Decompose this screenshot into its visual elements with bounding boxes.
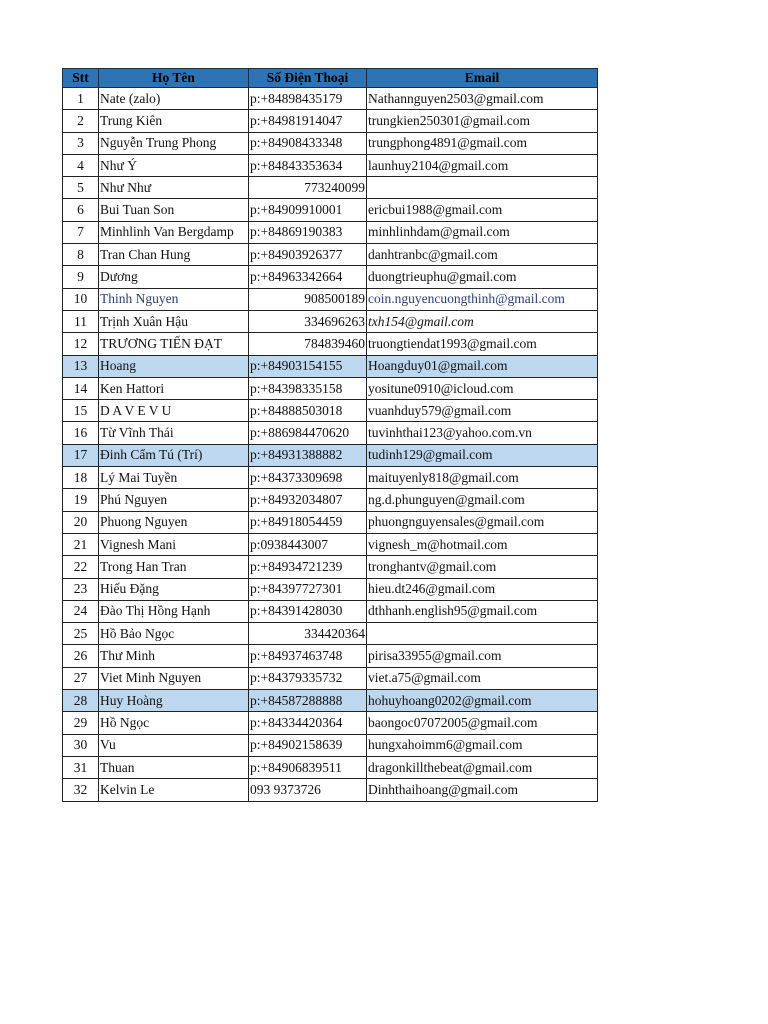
cell-phone[interactable]: p:+84963342664 [249, 266, 367, 288]
cell-name[interactable]: Phú Nguyen [99, 489, 249, 511]
table-row [63, 645, 598, 667]
cell-phone[interactable]: p:+84587288888 [249, 690, 367, 712]
cell-stt[interactable]: 22 [63, 556, 99, 578]
cell-stt[interactable]: 31 [63, 756, 99, 778]
cell-name[interactable]: Từ Vĩnh Thái [99, 422, 249, 444]
cell-phone[interactable]: p:+84932034807 [249, 489, 367, 511]
cell-phone[interactable]: p:+84398335158 [249, 377, 367, 399]
cell-stt[interactable]: 27 [63, 667, 99, 689]
cell-name[interactable]: Ken Hattori [99, 377, 249, 399]
cell-stt[interactable]: 5 [63, 177, 99, 199]
header-stt[interactable]: Stt [63, 69, 99, 88]
cell-phone[interactable]: p:+84898435179 [249, 88, 367, 110]
cell-email[interactable]: dragonkillthebeat@gmail.com [367, 756, 598, 778]
cell-email[interactable]: minhlinhdam@gmail.com [367, 221, 598, 243]
table-row [63, 623, 598, 645]
cell-phone[interactable]: 093 9373726 [249, 779, 367, 801]
cell-phone[interactable]: p:+84334420364 [249, 712, 367, 734]
table-row [63, 667, 598, 689]
cell-name[interactable]: Hồ Ngọc [99, 712, 249, 734]
table-row [63, 489, 598, 511]
cell-phone[interactable]: 334696263 [249, 310, 367, 332]
table-row [63, 690, 598, 712]
cell-email[interactable]: hieu.dt246@gmail.com [367, 578, 598, 600]
cell-email[interactable]: launhuy2104@gmail.com [367, 154, 598, 176]
cell-phone[interactable]: p:+84888503018 [249, 400, 367, 422]
table-row [63, 734, 598, 756]
cell-email[interactable]: trungphong4891@gmail.com [367, 132, 598, 154]
cell-stt[interactable]: 2 [63, 110, 99, 132]
table-row [63, 288, 598, 310]
cell-email[interactable]: duongtrieuphu@gmail.com [367, 266, 598, 288]
cell-phone[interactable]: p:+84931388882 [249, 444, 367, 466]
cell-email[interactable]: hohuyhoang0202@gmail.com [367, 690, 598, 712]
cell-phone[interactable]: p:+84937463748 [249, 645, 367, 667]
contacts-table [62, 68, 598, 802]
cell-stt[interactable]: 1 [63, 88, 99, 110]
cell-phone[interactable]: p:+84934721239 [249, 556, 367, 578]
cell-phone[interactable]: p:+84981914047 [249, 110, 367, 132]
cell-stt[interactable]: 14 [63, 377, 99, 399]
cell-name[interactable]: D A V E V U [99, 400, 249, 422]
cell-phone[interactable]: p:+84902158639 [249, 734, 367, 756]
cell-stt[interactable]: 20 [63, 511, 99, 533]
table-row [63, 422, 598, 444]
cell-phone[interactable]: p:+84373309698 [249, 467, 367, 489]
cell-name[interactable]: Vu [99, 734, 249, 756]
cell-stt[interactable]: 29 [63, 712, 99, 734]
table-row [63, 132, 598, 154]
cell-email[interactable]: vuanhduy579@gmail.com [367, 400, 598, 422]
cell-name[interactable]: Thư Minh [99, 645, 249, 667]
cell-phone[interactable]: p:+84869190383 [249, 221, 367, 243]
cell-name[interactable]: Tran Chan Hung [99, 244, 249, 266]
table-row [63, 154, 598, 176]
cell-name[interactable]: Như Như [99, 177, 249, 199]
cell-name[interactable]: Viet Minh Nguyen [99, 667, 249, 689]
table-row [63, 177, 598, 199]
cell-phone[interactable]: 773240099 [249, 177, 367, 199]
cell-email[interactable]: truongtiendat1993@gmail.com [367, 333, 598, 355]
cell-email[interactable]: Nathannguyen2503@gmail.com [367, 88, 598, 110]
cell-email[interactable]: vignesh_m@hotmail.com [367, 533, 598, 555]
table-row [63, 600, 598, 622]
cell-stt[interactable]: 21 [63, 533, 99, 555]
table-row [63, 444, 598, 466]
cell-name[interactable]: Dương [99, 266, 249, 288]
cell-stt[interactable]: 17 [63, 444, 99, 466]
table-row [63, 712, 598, 734]
cell-phone[interactable]: p:+84397727301 [249, 578, 367, 600]
table-row [63, 578, 598, 600]
header-phone[interactable]: Số Điện Thoại [249, 69, 367, 88]
cell-name[interactable]: Bui Tuan Son [99, 199, 249, 221]
cell-stt[interactable]: 24 [63, 600, 99, 622]
cell-stt[interactable]: 12 [63, 333, 99, 355]
cell-stt[interactable]: 15 [63, 400, 99, 422]
cell-name[interactable]: Minhlinh Van Bergdamp [99, 221, 249, 243]
cell-phone[interactable]: p:+84909910001 [249, 199, 367, 221]
table-row [63, 110, 598, 132]
cell-email[interactable]: txh154@gmail.com [367, 310, 598, 332]
cell-email[interactable]: phuongnguyensales@gmail.com [367, 511, 598, 533]
cell-phone[interactable]: 334420364 [249, 623, 367, 645]
cell-email[interactable] [367, 177, 598, 199]
cell-name[interactable]: Nguyễn Trung Phong [99, 132, 249, 154]
cell-stt[interactable]: 28 [63, 690, 99, 712]
cell-phone[interactable]: 784839460 [249, 333, 367, 355]
cell-email[interactable]: ng.d.phunguyen@gmail.com [367, 489, 598, 511]
table-row [63, 400, 598, 422]
cell-email[interactable]: hungxahoimm6@gmail.com [367, 734, 598, 756]
cell-email[interactable]: coin.nguyencuongthinh@gmail.com [367, 288, 598, 310]
table-row [63, 355, 598, 377]
cell-email[interactable]: Hoangduy01@gmail.com [367, 355, 598, 377]
cell-phone[interactable]: 908500189 [249, 288, 367, 310]
cell-stt[interactable]: 4 [63, 154, 99, 176]
cell-stt[interactable]: 25 [63, 623, 99, 645]
cell-name[interactable]: Hiếu Đặng [99, 578, 249, 600]
cell-stt[interactable]: 23 [63, 578, 99, 600]
cell-stt[interactable]: 10 [63, 288, 99, 310]
cell-name[interactable]: Vignesh Mani [99, 533, 249, 555]
table-row [63, 310, 598, 332]
table-row [63, 756, 598, 778]
cell-name[interactable]: Trong Han Tran [99, 556, 249, 578]
cell-email[interactable]: tuvinhthai123@yahoo.com.vn [367, 422, 598, 444]
table-row [63, 533, 598, 555]
cell-phone[interactable]: p:+84918054459 [249, 511, 367, 533]
table-row [63, 511, 598, 533]
cell-stt[interactable]: 18 [63, 467, 99, 489]
cell-email[interactable]: ericbui1988@gmail.com [367, 199, 598, 221]
table-row [63, 199, 598, 221]
cell-stt[interactable]: 8 [63, 244, 99, 266]
cell-phone[interactable]: p:+84906839511 [249, 756, 367, 778]
cell-stt[interactable]: 11 [63, 310, 99, 332]
cell-email[interactable]: tronghantv@gmail.com [367, 556, 598, 578]
table-row [63, 467, 598, 489]
cell-stt[interactable]: 26 [63, 645, 99, 667]
table-row [63, 556, 598, 578]
cell-stt[interactable]: 7 [63, 221, 99, 243]
cell-stt[interactable]: 13 [63, 355, 99, 377]
table-row [63, 221, 598, 243]
cell-phone[interactable]: p:+886984470620 [249, 422, 367, 444]
table-row [63, 266, 598, 288]
cell-name[interactable]: Hồ Bảo Ngọc [99, 623, 249, 645]
cell-name[interactable]: Như Ý [99, 154, 249, 176]
cell-phone[interactable]: p:+84843353634 [249, 154, 367, 176]
cell-email[interactable]: trungkien250301@gmail.com [367, 110, 598, 132]
cell-email[interactable]: dthhanh.english95@gmail.com [367, 600, 598, 622]
cell-stt[interactable]: 19 [63, 489, 99, 511]
table-row [63, 244, 598, 266]
cell-name[interactable]: Đinh Cẩm Tú (Trí) [99, 444, 249, 466]
cell-phone[interactable]: p:+84379335732 [249, 667, 367, 689]
cell-name[interactable]: Huy Hoàng [99, 690, 249, 712]
header-row [63, 69, 598, 88]
cell-email[interactable]: tudinh129@gmail.com [367, 444, 598, 466]
cell-name[interactable]: Phuong Nguyen [99, 511, 249, 533]
cell-email[interactable]: viet.a75@gmail.com [367, 667, 598, 689]
cell-email[interactable]: pirisa33955@gmail.com [367, 645, 598, 667]
cell-stt[interactable]: 3 [63, 132, 99, 154]
cell-name[interactable]: Lý Mai Tuyền [99, 467, 249, 489]
table-row [63, 88, 598, 110]
table-row [63, 377, 598, 399]
cell-name[interactable]: Thinh Nguyen [99, 288, 249, 310]
cell-phone[interactable]: p:0938443007 [249, 533, 367, 555]
cell-name[interactable]: Nate (zalo) [99, 88, 249, 110]
table-row [63, 779, 598, 801]
cell-name[interactable]: Trịnh Xuân Hậu [99, 310, 249, 332]
cell-email[interactable] [367, 623, 598, 645]
cell-phone[interactable]: p:+84903154155 [249, 355, 367, 377]
cell-phone[interactable]: p:+84391428030 [249, 600, 367, 622]
cell-name[interactable]: Đào Thị Hồng Hạnh [99, 600, 249, 622]
cell-name[interactable]: Thuan [99, 756, 249, 778]
cell-phone[interactable]: p:+84908433348 [249, 132, 367, 154]
cell-email[interactable]: yositune0910@icloud.com [367, 377, 598, 399]
cell-email[interactable]: danhtranbc@gmail.com [367, 244, 598, 266]
cell-phone[interactable]: p:+84903926377 [249, 244, 367, 266]
cell-stt[interactable]: 30 [63, 734, 99, 756]
cell-email[interactable]: Dinhthaihoang@gmail.com [367, 779, 598, 801]
cell-stt[interactable]: 16 [63, 422, 99, 444]
cell-stt[interactable]: 6 [63, 199, 99, 221]
cell-stt[interactable]: 32 [63, 779, 99, 801]
header-name[interactable]: Họ Tên [99, 69, 249, 88]
table-row [63, 333, 598, 355]
cell-name[interactable]: TRƯƠNG TIẾN ĐẠT [99, 333, 249, 355]
cell-name[interactable]: Kelvin Le [99, 779, 249, 801]
cell-email[interactable]: baongoc07072005@gmail.com [367, 712, 598, 734]
header-email[interactable]: Email [367, 69, 598, 88]
cell-email[interactable]: maituyenly818@gmail.com [367, 467, 598, 489]
cell-stt[interactable]: 9 [63, 266, 99, 288]
cell-name[interactable]: Hoang [99, 355, 249, 377]
cell-name[interactable]: Trung Kiên [99, 110, 249, 132]
